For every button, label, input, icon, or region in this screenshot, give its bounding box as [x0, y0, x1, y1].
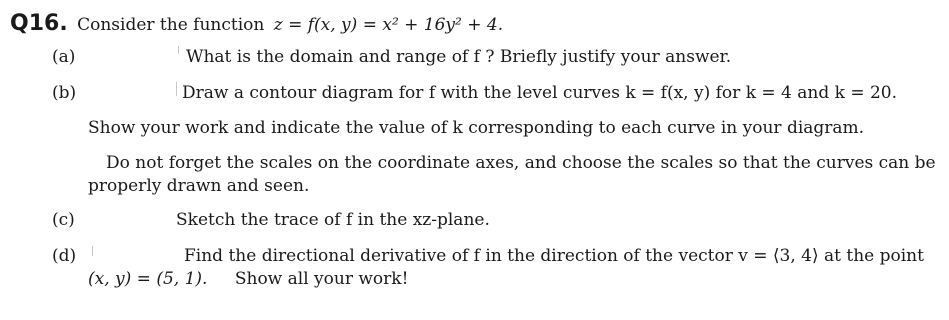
- part-b-line2: Show your work and indicate the value of k corresponding to each curve in your diagram.: [88, 118, 865, 138]
- answer-space-marker: [92, 246, 93, 256]
- part-d-instruction: Show all your work!: [234, 269, 409, 289]
- part-d-text: Find the directional derivative of f in the direction of the vector v = ⟨3, 4⟩ at the point: [184, 246, 924, 266]
- part-b-note-line1: Do not forget the scales on the coordinate axes, and choose the scales so that the curves can be: [106, 153, 936, 173]
- function-expression: z = f(x, y) = x² + 16y² + 4.: [273, 15, 504, 35]
- part-c-text: Sketch the trace of f in the xz-plane.: [176, 210, 490, 230]
- question-intro: Consider the function: [77, 15, 265, 35]
- part-b-note-line2: properly drawn and seen.: [88, 176, 310, 196]
- part-a-label: (a): [52, 47, 76, 67]
- part-c-label: (c): [52, 210, 75, 230]
- part-d-label: (d): [52, 246, 77, 266]
- answer-space-marker: [176, 82, 177, 96]
- question-header: [10, 10, 503, 39]
- question-number: Q16.: [10, 11, 68, 36]
- part-a-text: What is the domain and range of f ? Briefly justify your answer.: [186, 47, 732, 67]
- part-d-line2: [88, 268, 408, 290]
- part-b-label: (b): [52, 83, 77, 103]
- part-d-point: (x, y) = (5, 1).: [88, 269, 208, 289]
- answer-space-marker: [178, 46, 179, 54]
- part-b-text: Draw a contour diagram for f with the level curves k = f(x, y) for k = 4 and k = 20.: [182, 83, 898, 103]
